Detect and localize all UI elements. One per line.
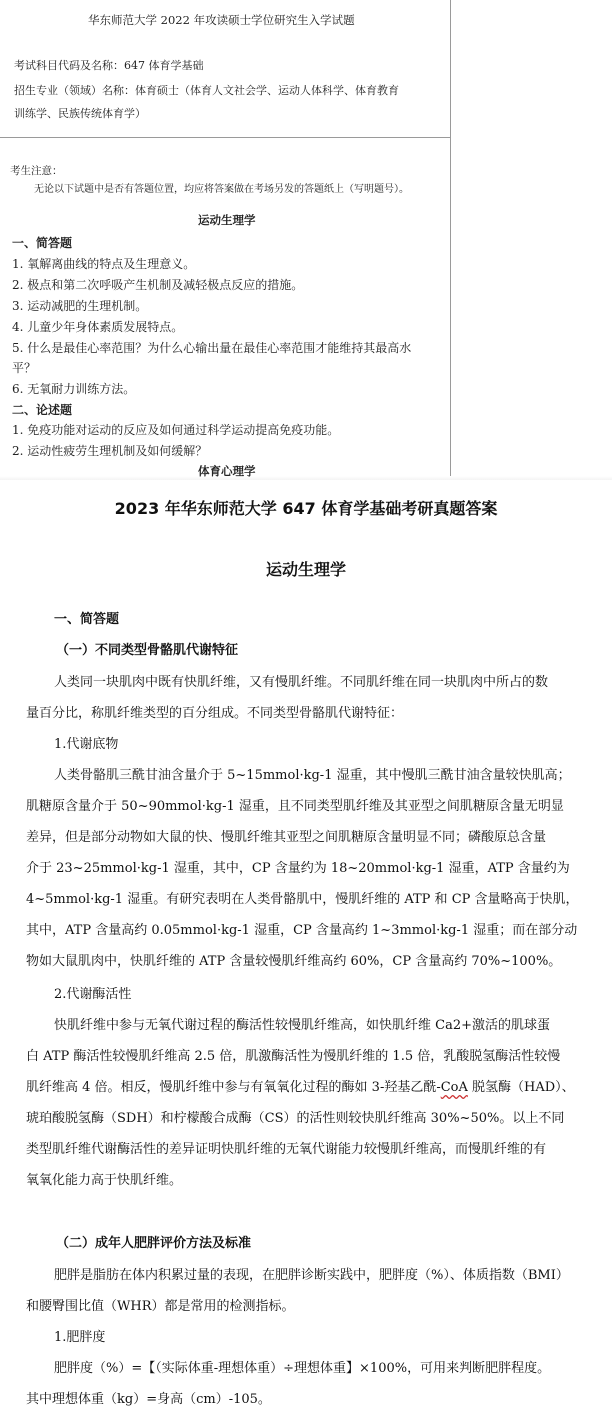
exam-section-title: 运动生理学	[198, 213, 256, 227]
paragraph-2-line-5: 4~5mmol·kg-1 湿重。有研究表明在人类骨骼肌中，慢肌纤维的 ATP 和 CP 含量略高于快肌，	[26, 892, 579, 907]
subheading-2: （二）成年人肥胖评价方法及标准	[56, 1236, 252, 1251]
exam-header: 华东师范大学 2022 年攻读硕士学位研究生入学试题	[88, 13, 355, 27]
paragraph-2-line-3: 差异，但是部分动物如大鼠的快、慢肌纤维其亚型之间肌糖原含量明显不同；磷酸原总含量	[26, 830, 547, 845]
item-obesity-degree: 1.肥胖度	[54, 1330, 106, 1345]
paragraph-2-line-6: 其中，ATP 含量高约 0.05mmol·kg-1 湿重，CP 含量高约 1~3mmol·kg-1 湿重；而在部分动	[26, 923, 578, 938]
exam-excerpt	[0, 0, 612, 480]
exam-major-line-1: 招生专业（领域）名称：体育硕士（体育人文社会学、运动人体科学、体育教育	[14, 84, 399, 97]
exam-part-2: 二、论述题	[12, 403, 73, 417]
paragraph-3-line-2: 白 ATP 酶活性较慢肌纤维高 2.5 倍，肌激酶活性为慢肌纤维的 1.5 倍，乳酸脱氢酶活性较慢	[26, 1049, 561, 1064]
answer-section-title: 运动生理学	[265, 560, 346, 579]
paragraph-3-line-3-part-c: 脱氢酶（HAD）、	[467, 1080, 575, 1095]
paragraph-3-line-5: 类型肌纤维代谢酶活性的差异证明快肌纤维的无氧代谢能力较慢肌纤维高，而慢肌纤维的有	[26, 1142, 547, 1157]
paragraph-1-line-1: 人类同一块肌肉中既有快肌纤维，又有慢肌纤维。不同肌纤维在同一块肌肉中所占的数	[54, 675, 549, 690]
paragraph-2-line-7: 物如大鼠肌肉中，快肌纤维的 ATP 含量较慢肌纤维高约 60%，CP 含量高约 70%~100%。	[26, 954, 562, 969]
exam-discussion-2: 2. 运动性疲劳生理机制及如何缓解？	[12, 444, 208, 458]
paragraph-3-line-3	[26, 1080, 575, 1096]
answer-title: 2023 年华东师范大学 647 体育学基础考研真题答案	[114, 499, 498, 518]
excerpt-edge	[0, 476, 612, 480]
coa-spellcheck-term: CoA	[440, 1080, 468, 1095]
exam-question-3: 3. 运动减肥的生理机制。	[12, 299, 148, 313]
item-enzyme-activity: 2.代谢酶活性	[54, 987, 132, 1002]
paragraph-1-line-2: 量百分比，称肌纤维类型的百分组成。不同类型骨骼肌代谢特征：	[26, 706, 404, 721]
paragraph-3-line-3-part-a: 肌纤维高 4 倍。相反，慢肌纤维中参与有氧氧化过程的酶如 3-羟基乙酰-	[26, 1080, 441, 1095]
paragraph-2-line-2: 肌糖原含量介于 50~90mmol·kg-1 湿重，且不同类型肌纤维及其亚型之间肌糖原含量无明显	[26, 799, 564, 814]
exam-question-5-line-2: 平？	[12, 361, 37, 375]
page-border-vertical	[450, 0, 451, 480]
paragraph-4-line-1: 肥胖是脂肪在体内积累过量的表现，在肥胖诊断实践中，肥胖度（%）、体质指数（BMI）	[54, 1268, 569, 1283]
subheading-1: （一）不同类型骨骼肌代谢特征	[56, 643, 239, 658]
paragraph-4-line-2: 和腰臀围比值（WHR）都是常用的检测指标。	[26, 1299, 295, 1314]
exam-discussion-1: 1. 免疫功能对运动的反应及如何通过科学运动提高免疫功能。	[12, 423, 340, 437]
exam-major-line-2: 训练学、民族传统体育学）	[14, 107, 146, 120]
exam-question-1: 1. 氧解离曲线的特点及生理意义。	[12, 257, 196, 271]
answer-part-1: 一、简答题	[54, 612, 120, 627]
exam-question-2: 2. 极点和第二次呼吸产生机制及减轻极点反应的措施。	[12, 278, 304, 292]
paragraph-2-line-4: 介于 23~25mmol·kg-1 湿重，其中，CP 含量约为 18~20mmol·kg-1 湿重，ATP 含量约为	[26, 861, 570, 876]
exam-part-1: 一、简答题	[12, 236, 73, 250]
item-substrate: 1.代谢底物	[54, 737, 119, 752]
exam-notice-text: 无论以下试题中是否有答题位置，均应将答案做在考场另发的答题纸上（写明题号）。	[34, 184, 409, 195]
paragraph-5-line-1: 肥胖度（%）=【（实际体重-理想体重）÷理想体重】×100%，可用来判断肥胖程度。	[54, 1361, 551, 1376]
exam-notice-label: 考生注意：	[10, 165, 63, 177]
paragraph-5-line-2: 其中理想体重（kg）=身高（cm）-105。	[26, 1392, 271, 1407]
paragraph-3-line-6: 氧氧化能力高于快肌纤维。	[26, 1173, 183, 1188]
paragraph-3-line-1: 快肌纤维中参与无氧代谢过程的酶活性较慢肌纤维高，如快肌纤维 Ca2+激活的肌球蛋	[54, 1018, 550, 1033]
page-divider	[0, 137, 450, 138]
exam-question-5-line-1: 5. 什么是最佳心率范围？为什么心输出量在最佳心率范围才能维持其最高水	[12, 341, 412, 355]
exam-next-section: 体育心理学	[198, 464, 256, 478]
paragraph-3-line-4: 琥珀酸脱氢酶（SDH）和柠檬酸合成酶（CS）的活性则较快肌纤维高 30%~50%。以上不同	[26, 1111, 565, 1126]
exam-question-4: 4. 儿童少年身体素质发展特点。	[12, 320, 184, 334]
exam-subject: 考试科目代码及名称：647 体育学基础	[14, 59, 204, 72]
paragraph-2-line-1: 人类骨骼肌三酰甘油含量介于 5~15mmol·kg-1 湿重，其中慢肌三酰甘油含量较快肌高；	[54, 768, 571, 783]
exam-question-6: 6. 无氧耐力训练方法。	[12, 382, 136, 396]
